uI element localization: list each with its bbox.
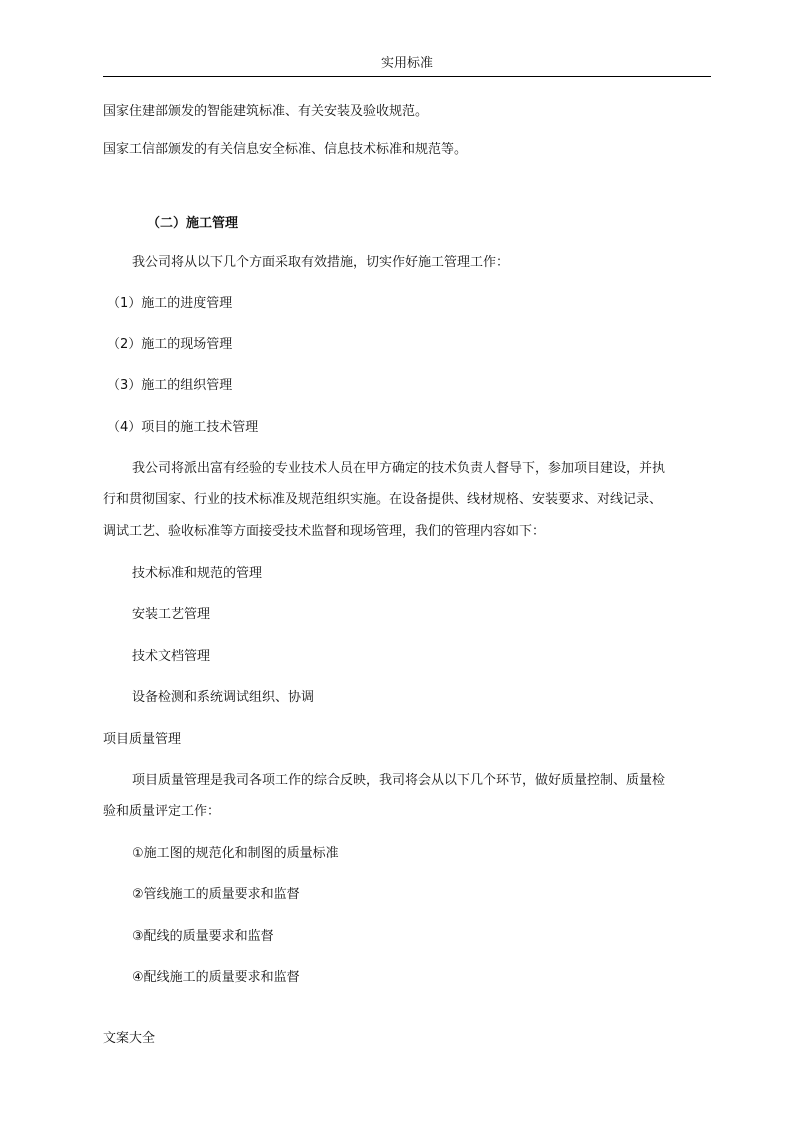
quality-item: ④配线施工的质量要求和监督: [132, 970, 300, 985]
quality-item: ③配线的质量要求和监督: [132, 929, 274, 944]
management-item: 技术文档管理: [132, 649, 211, 664]
section-heading: （二）施工管理: [147, 216, 239, 231]
paragraph-line: 项目质量管理是我司各项工作的综合反映，我司将会从以下几个环节，做好质量控制、质量检: [132, 773, 666, 788]
management-item: 设备检测和系统调试组织、协调: [132, 690, 315, 705]
paragraph-line: 调试工艺、验收标准等方面接受技术监督和现场管理，我们的管理内容如下：: [103, 524, 546, 539]
page-footer: 文案大全: [103, 1031, 156, 1046]
page-header: 实用标准: [103, 56, 711, 77]
list-item: （4）项目的施工技术管理: [107, 420, 259, 435]
standard-line: 国家住建部颁发的智能建筑标准、有关安装及验收规范。: [103, 104, 429, 119]
list-item: （2）施工的现场管理: [107, 337, 233, 352]
management-item: 安装工艺管理: [132, 607, 211, 622]
quality-heading: 项目质量管理: [103, 732, 182, 747]
quality-item: ②管线施工的质量要求和监督: [132, 887, 300, 902]
list-item: （3）施工的组织管理: [107, 378, 233, 393]
standard-line: 国家工信部颁发的有关信息安全标准、信息技术标准和规范等。: [103, 142, 468, 157]
paragraph-line: 我公司将派出富有经验的专业技术人员在甲方确定的技术负责人督导下，参加项目建设，并执: [132, 461, 666, 476]
list-item: （1）施工的进度管理: [107, 296, 233, 311]
paragraph-line: 行和贯彻国家、行业的技术标准及规范组织实施。在设备提供、线材规格、安装要求、对线记录、: [103, 492, 663, 507]
management-item: 技术标准和规范的管理: [132, 566, 263, 581]
quality-item: ①施工图的规范化和制图的质量标准: [132, 846, 339, 861]
paragraph-line: 验和质量评定工作：: [103, 804, 221, 819]
intro-paragraph: 我公司将从以下几个方面采取有效措施，切实作好施工管理工作：: [132, 255, 510, 270]
